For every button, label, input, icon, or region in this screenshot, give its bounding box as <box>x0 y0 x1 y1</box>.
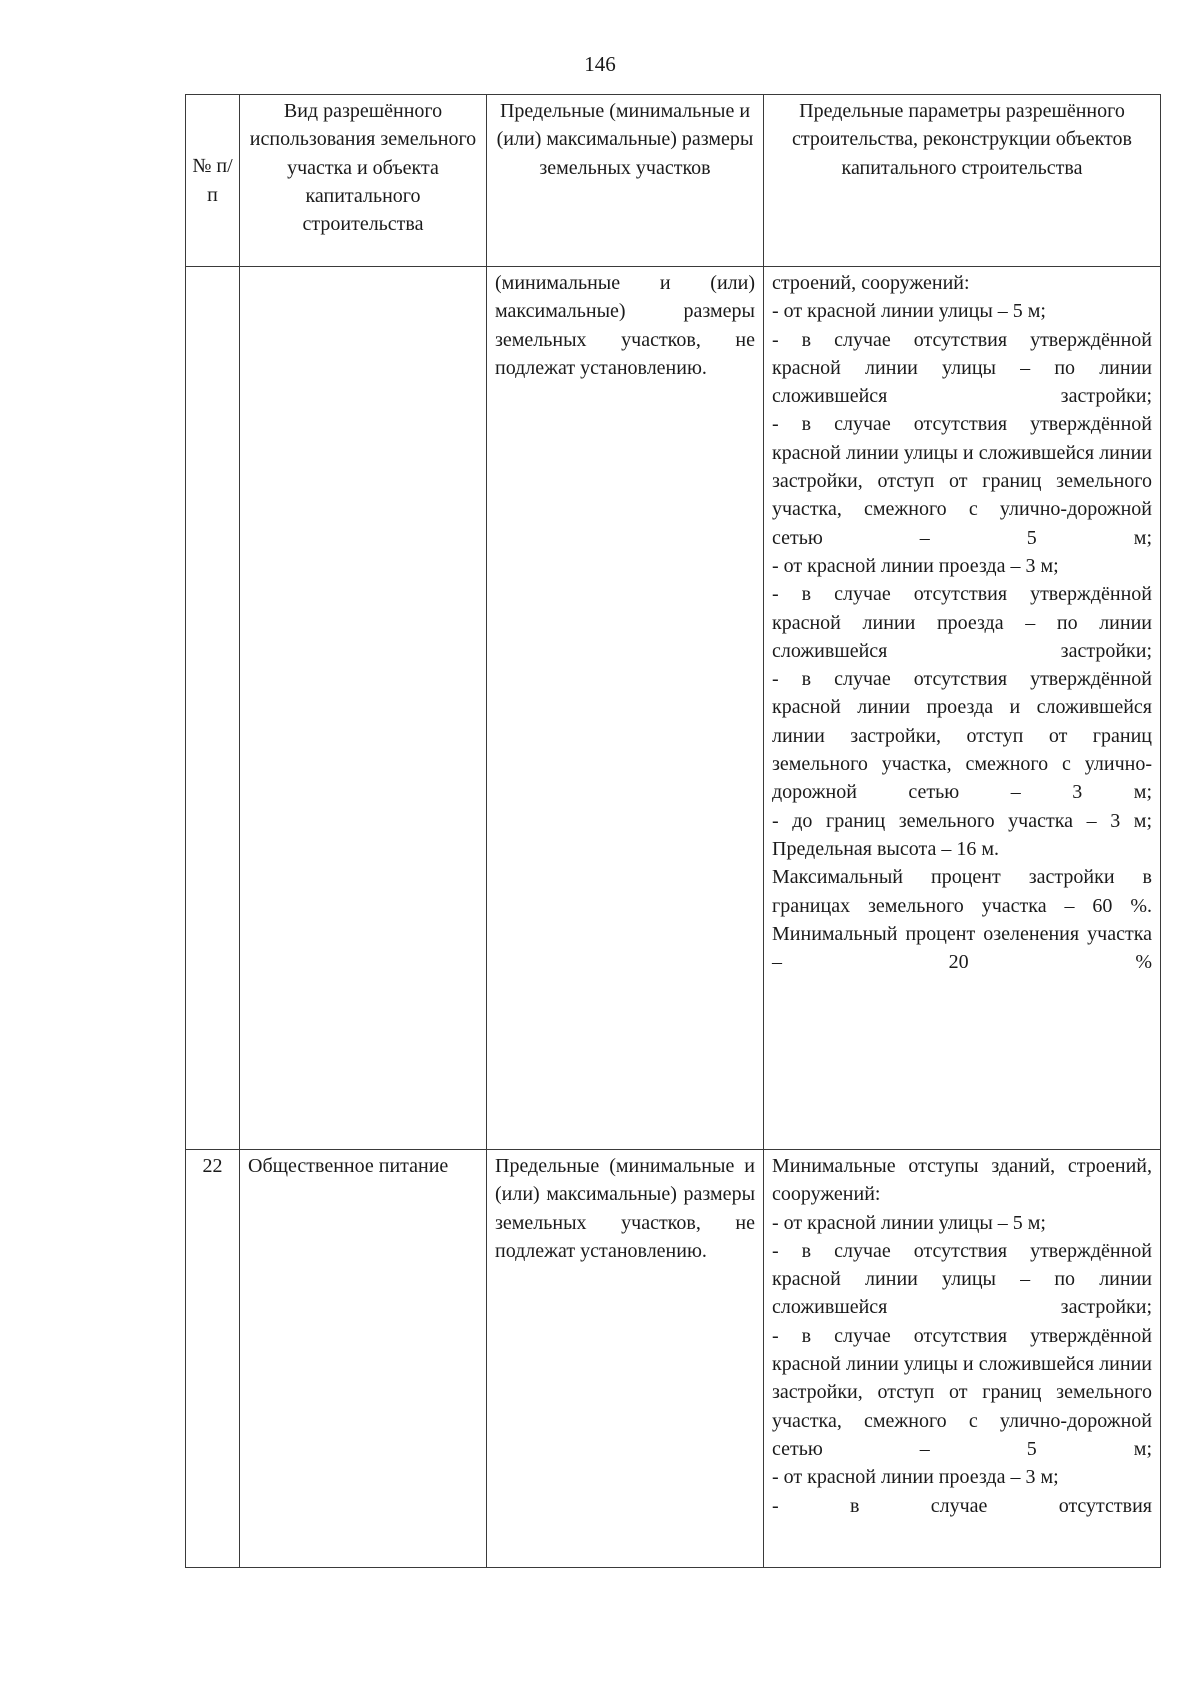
param-line: Предельная высота – 16 м. <box>772 837 1000 860</box>
param-line: - в случае отсутствия утверждённой красной линии улицы – по линии сложившейся застройки; <box>772 1239 1152 1319</box>
param-line: - в случае отсутствия утверждённой красной линии проезда и сложившейся линии застройки, отступ от границ земельного участка, смежного с улично-дорожной сетью – 3 м; <box>772 668 1152 804</box>
row-number <box>186 267 240 1150</box>
row-use-kind: Общественное питание <box>240 1150 487 1568</box>
table-row <box>186 267 1161 1150</box>
param-line: - в случае отсутствия <box>772 1494 1152 1517</box>
row-number: 22 <box>186 1150 240 1568</box>
param-line: Максимальный процент застройки в границах земельного участка – 60 %. <box>772 866 1152 917</box>
param-line: строений, сооружений: <box>772 272 970 294</box>
row-plot-size: Предельные (минимальные и (или) максимальные) размеры земельных участков, не подлежат установлению. <box>487 1150 764 1568</box>
param-line: Минимальный процент озеленения участка – 20 % <box>772 922 1152 974</box>
param-line: - от красной линии проезда – 3 м; <box>772 554 1059 577</box>
param-line: - в случае отсутствия утверждённой красной линии улицы – по линии сложившейся застройки; <box>772 328 1152 408</box>
param-line: - от красной линии улицы – 5 м; <box>772 1211 1046 1234</box>
param-line: - до границ земельного участка – 3 м; <box>772 809 1152 832</box>
table-row <box>186 1150 1161 1568</box>
header-plot-size: Предельные (минимальные и (или) максимальные) размеры земельных участков <box>487 95 764 267</box>
header-build-params: Предельные параметры разрешённого строительства, реконструкции объектов капитального строительства <box>764 95 1161 267</box>
param-line: - в случае отсутствия утверждённой красной линии улицы и сложившейся линии застройки, отступ от границ земельного участка, смежного с улично-дорожной сетью – 5 м; <box>772 413 1152 549</box>
header-number: № п/п <box>186 95 240 267</box>
param-line: Минимальные отступы зданий, строений, сооружений: <box>772 1155 1152 1206</box>
param-line: - в случае отсутствия утверждённой красной линии улицы и сложившейся линии застройки, отступ от границ земельного участка, смежного с улично-дорожной сетью – 5 м; <box>772 1324 1152 1460</box>
param-line: - от красной линии проезда – 3 м; <box>772 1466 1059 1489</box>
param-line: - в случае отсутствия утверждённой красной линии проезда – по линии сложившейся застройки; <box>772 583 1152 662</box>
header-use-kind: Вид разрешённого использования земельного участка и объекта капитального строительства <box>240 95 487 267</box>
table-header-row <box>186 95 1161 267</box>
row-build-params <box>764 1150 1161 1568</box>
land-use-table <box>185 94 1161 1568</box>
page-number: 146 <box>584 52 616 76</box>
row-plot-size: (минимальные и (или) максимальные) размеры земельных участков, не подлежат установлению. <box>487 267 764 1150</box>
row-build-params <box>764 267 1161 1150</box>
row-use-kind <box>240 267 487 1150</box>
param-line: - от красной линии улицы – 5 м; <box>772 300 1046 323</box>
